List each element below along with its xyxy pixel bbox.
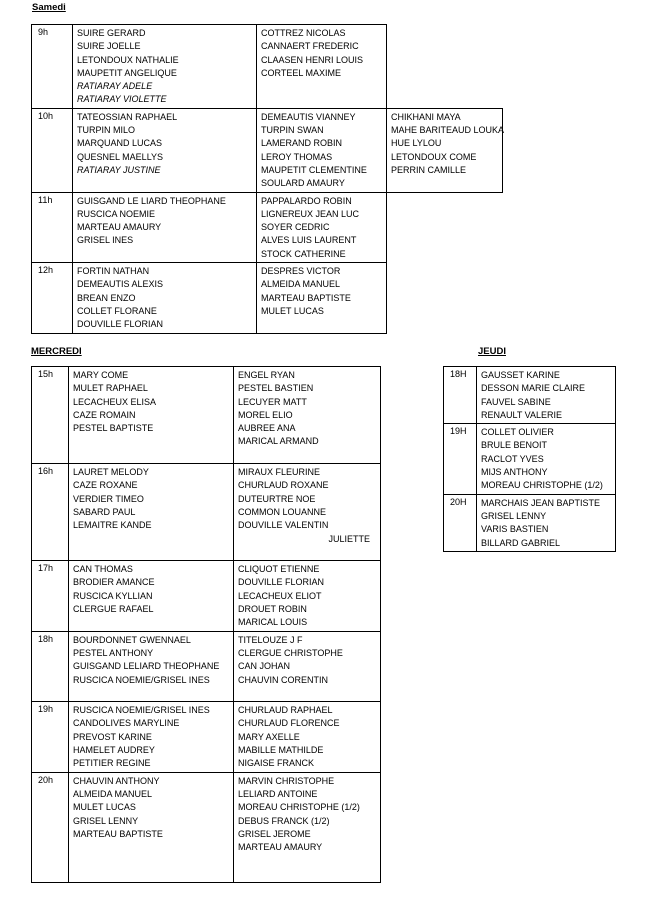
names-cell — [477, 367, 616, 424]
participant-name: SUIRE JOELLE — [77, 41, 141, 52]
participant-name: LEMAITRE KANDE — [73, 520, 152, 531]
heading-samedi: Samedi — [32, 2, 66, 13]
participant-name: TATEOSSIAN RAPHAEL — [77, 111, 178, 122]
participant-name: CHAUVIN CORENTIN — [238, 674, 329, 685]
empty-cell — [387, 192, 503, 263]
participant-name: MARTEAU BAPTISTE — [73, 828, 163, 839]
time-slot-label: 10h — [32, 108, 73, 192]
names-cell — [477, 424, 616, 495]
participant-name: CAN THOMAS — [73, 564, 133, 575]
mercredi-schedule-table — [31, 366, 381, 883]
participant-name: STOCK CATHERINE — [261, 248, 346, 259]
participant-name: CHAUVIN ANTHONY — [73, 775, 160, 786]
participant-name: MARTEAU AMAURY — [77, 222, 162, 233]
participant-name: GRISEL LENNY — [481, 510, 547, 521]
heading-mercredi: MERCREDI — [31, 346, 82, 357]
participant-name: MARY AXELLE — [238, 731, 300, 742]
time-slot-label: 16h — [32, 464, 69, 561]
participant-name: CAZE ROXANE — [73, 480, 138, 491]
participant-name: LECACHEUX ELISA — [73, 396, 157, 407]
participant-name: MAHE BARITEAUD LOUKA — [391, 125, 505, 136]
participant-name: MAUPETIT ANGELIQUE — [77, 67, 177, 78]
participant-name: LECUYER MATT — [238, 396, 307, 407]
time-slot-label: 12h — [32, 263, 73, 334]
participant-name: HUE LYLOU — [391, 138, 442, 149]
names-cell — [69, 367, 234, 464]
participant-name: LETONDOUX COME — [391, 151, 477, 162]
names-cell — [234, 772, 381, 882]
participant-name: GUISGAND LE LIARD THEOPHANE — [77, 195, 226, 206]
participant-name: MOREAU CHRISTOPHE (1/2) — [481, 480, 603, 491]
participant-name: MIJS ANTHONY — [481, 467, 548, 478]
names-cell — [257, 263, 387, 334]
names-cell — [69, 631, 234, 702]
participant-name: FAUVEL SABINE — [481, 396, 551, 407]
participant-name: RUSCICA NOEMIE — [77, 208, 156, 219]
empty-cell — [387, 263, 503, 334]
participant-name: CLERGUE CHRISTOPHE — [238, 647, 343, 658]
time-slot-label: 20h — [32, 772, 69, 882]
participant-name: COLLET FLORANE — [77, 305, 157, 316]
time-slot-label: 9h — [32, 25, 73, 109]
participant-name: CANDOLIVES MARYLINE — [73, 718, 180, 729]
participant-name: ENGEL RYAN — [238, 370, 295, 380]
participant-name: ALMEIDA MANUEL — [73, 788, 153, 799]
participant-name: FORTIN NATHAN — [77, 266, 150, 277]
participant-name: DUTEURTRE NOE — [238, 493, 316, 504]
participant-name: CHURLAUD FLORENCE — [238, 718, 340, 729]
participant-name: PESTEL BASTIEN — [238, 383, 314, 394]
names-cell — [69, 772, 234, 882]
participant-name: NIGAISE FRANCK — [238, 758, 315, 769]
participant-name: CLIQUOT ETIENNE — [238, 564, 320, 575]
participant-name: MARVIN CHRISTOPHE — [238, 775, 335, 786]
participant-name: CANNAERT FREDERIC — [261, 41, 359, 52]
empty-cell — [387, 25, 503, 109]
participant-name: GRISEL JEROME — [238, 828, 311, 839]
jeudi-schedule-table — [443, 366, 616, 552]
names-cell — [477, 494, 616, 551]
participant-name: DESPRES VICTOR — [261, 266, 341, 277]
participant-name: CORTEEL MAXIME — [261, 67, 342, 78]
participant-name: DROUET ROBIN — [238, 604, 307, 615]
schedule-row — [32, 702, 381, 773]
participant-name: CHURLAUD RAPHAEL — [238, 705, 333, 716]
participant-name: DEBUS FRANCK (1/2) — [238, 815, 330, 826]
participant-name: PESTEL BAPTISTE — [73, 423, 154, 434]
schedule-row — [32, 464, 381, 561]
participant-name: COTTREZ NICOLAS — [261, 28, 346, 38]
participant-name: PAPPALARDO ROBIN — [261, 195, 352, 206]
participant-name: LECACHEUX ELIOT — [238, 590, 322, 601]
participant-name: BRODIER AMANCE — [73, 577, 155, 588]
participant-name: DESSON MARIE CLAIRE — [481, 383, 586, 394]
participant-name: RACLOT YVES — [481, 453, 544, 464]
participant-name: RATIARAY VIOLETTE — [77, 94, 167, 105]
time-slot-label: 18h — [32, 631, 69, 702]
participant-name: DEMEAUTIS ALEXIS — [77, 279, 164, 290]
participant-name: LETONDOUX NATHALIE — [77, 54, 179, 65]
participant-name: GUISGAND LELIARD THEOPHANE — [73, 661, 220, 672]
participant-name: GRISEL INES — [77, 235, 134, 246]
participant-name: MARQUAND LUCAS — [77, 138, 163, 149]
participant-name: LAMERAND ROBIN — [261, 138, 343, 149]
participant-name: LAURET MELODY — [73, 467, 149, 478]
schedule-row — [32, 192, 503, 263]
participant-name: GRISEL LENNY — [73, 815, 139, 826]
participant-name: DOUVILLE FLORIAN — [77, 319, 164, 330]
names-cell — [257, 192, 387, 263]
participant-name: DOUVILLE FLORIAN — [238, 577, 325, 588]
schedule-row — [32, 108, 503, 192]
names-cell — [73, 25, 257, 109]
names-cell — [387, 108, 503, 192]
participant-name: CAZE ROMAIN — [73, 409, 136, 420]
schedule-row — [32, 631, 381, 702]
participant-name: ALVES LUIS LAURENT — [261, 235, 357, 246]
participant-name: MIRAUX FLEURINE — [238, 467, 321, 478]
participant-name: MARCHAIS JEAN BAPTISTE — [481, 497, 601, 508]
participant-name: DEMEAUTIS VIANNEY — [261, 111, 356, 122]
participant-name: RUSCICA NOEMIE/GRISEL INES — [73, 705, 210, 716]
time-slot-label: 19h — [32, 702, 69, 773]
names-cell — [69, 561, 234, 632]
participant-name: PERRIN CAMILLE — [391, 164, 467, 175]
participant-name: QUESNEL MAELLYS — [77, 151, 164, 162]
schedule-row — [32, 25, 503, 109]
participant-name: JULIETTE — [328, 533, 370, 544]
participant-name: GAUSSET KARINE — [481, 370, 560, 380]
participant-name: SOYER CEDRIC — [261, 222, 330, 233]
participant-name: PETITIER REGINE — [73, 758, 151, 769]
participant-name: CHURLAUD ROXANE — [238, 480, 329, 491]
participant-name: CHIKHANI MAYA — [391, 111, 461, 122]
participant-name: CLERGUE RAFAEL — [73, 604, 154, 615]
participant-name: RUSCICA KYLLIAN — [73, 590, 153, 601]
participant-name: MOREL ELIO — [238, 409, 293, 420]
schedule-row — [32, 263, 503, 334]
names-cell — [73, 263, 257, 334]
participant-name: MOREAU CHRISTOPHE (1/2) — [238, 802, 360, 813]
participant-name: AUBREE ANA — [238, 423, 296, 434]
participant-name: VERDIER TIMEO — [73, 493, 144, 504]
names-cell — [257, 108, 387, 192]
participant-name: ALMEIDA MANUEL — [261, 279, 341, 290]
participant-name: MARICAL ARMAND — [238, 436, 319, 447]
names-cell — [234, 464, 381, 561]
participant-name: TITELOUZE J F — [238, 634, 303, 645]
participant-name: TURPIN MILO — [77, 125, 136, 136]
participant-name: RATIARAY ADELE — [77, 81, 153, 92]
schedule-row — [32, 367, 381, 464]
participant-name: VARIS BASTIEN — [481, 524, 549, 535]
time-slot-label: 20H — [444, 494, 477, 551]
schedule-row — [32, 561, 381, 632]
names-cell — [234, 367, 381, 464]
participant-name: SABARD PAUL — [73, 506, 136, 517]
participant-name: RUSCICA NOEMIE/GRISEL INES — [73, 674, 210, 685]
schedule-row — [444, 424, 616, 495]
participant-name: LIGNEREUX JEAN LUC — [261, 208, 360, 219]
participant-name: LELIARD ANTOINE — [238, 788, 318, 799]
participant-name: RENAULT VALERIE — [481, 409, 563, 420]
participant-name: MARY COME — [73, 370, 129, 380]
time-slot-label: 18H — [444, 367, 477, 424]
participant-name: RATIARAY JUSTINE — [77, 164, 161, 175]
participant-name: BOURDONNET GWENNAEL — [73, 634, 191, 645]
participant-name: PESTEL ANTHONY — [73, 647, 154, 658]
participant-name: PREVOST KARINE — [73, 731, 152, 742]
participant-name: LEROY THOMAS — [261, 151, 333, 162]
participant-name: BREAN ENZO — [77, 292, 136, 303]
participant-name: MULET LUCAS — [261, 305, 324, 316]
participant-name: DOUVILLE VALENTIN — [238, 520, 329, 531]
time-slot-label: 19H — [444, 424, 477, 495]
participant-name: SUIRE GERARD — [77, 28, 146, 38]
participant-name: TURPIN SWAN — [261, 125, 324, 136]
names-cell — [234, 631, 381, 702]
schedule-row — [444, 494, 616, 551]
participant-name: BRULE BENOIT — [481, 440, 548, 451]
heading-jeudi: JEUDI — [478, 346, 506, 357]
participant-name: BILLARD GABRIEL — [481, 537, 561, 548]
time-slot-label: 17h — [32, 561, 69, 632]
participant-name: CAN JOHAN — [238, 661, 291, 672]
names-cell — [234, 702, 381, 773]
participant-name: MAUPETIT CLEMENTINE — [261, 164, 367, 175]
participant-name: COMMON LOUANNE — [238, 506, 327, 517]
names-cell — [234, 561, 381, 632]
participant-name: MARICAL LOUIS — [238, 617, 308, 628]
participant-name: HAMELET AUDREY — [73, 745, 155, 756]
participant-name: MULET LUCAS — [73, 802, 136, 813]
participant-name: CLAASEN HENRI LOUIS — [261, 54, 364, 65]
participant-name: MULET RAPHAEL — [73, 383, 148, 394]
names-cell — [73, 192, 257, 263]
participant-name: MARTEAU AMAURY — [238, 842, 323, 853]
names-cell — [257, 25, 387, 109]
participant-name: MARTEAU BAPTISTE — [261, 292, 351, 303]
schedule-row — [32, 772, 381, 882]
participant-name: MABILLE MATHILDE — [238, 745, 324, 756]
samedi-schedule-table — [31, 24, 503, 334]
names-cell — [69, 702, 234, 773]
participant-name: SOULARD AMAURY — [261, 178, 345, 189]
names-cell — [73, 108, 257, 192]
time-slot-label: 11h — [32, 192, 73, 263]
names-cell — [69, 464, 234, 561]
participant-name: COLLET OLIVIER — [481, 427, 554, 438]
schedule-row — [444, 367, 616, 424]
time-slot-label: 15h — [32, 367, 69, 464]
